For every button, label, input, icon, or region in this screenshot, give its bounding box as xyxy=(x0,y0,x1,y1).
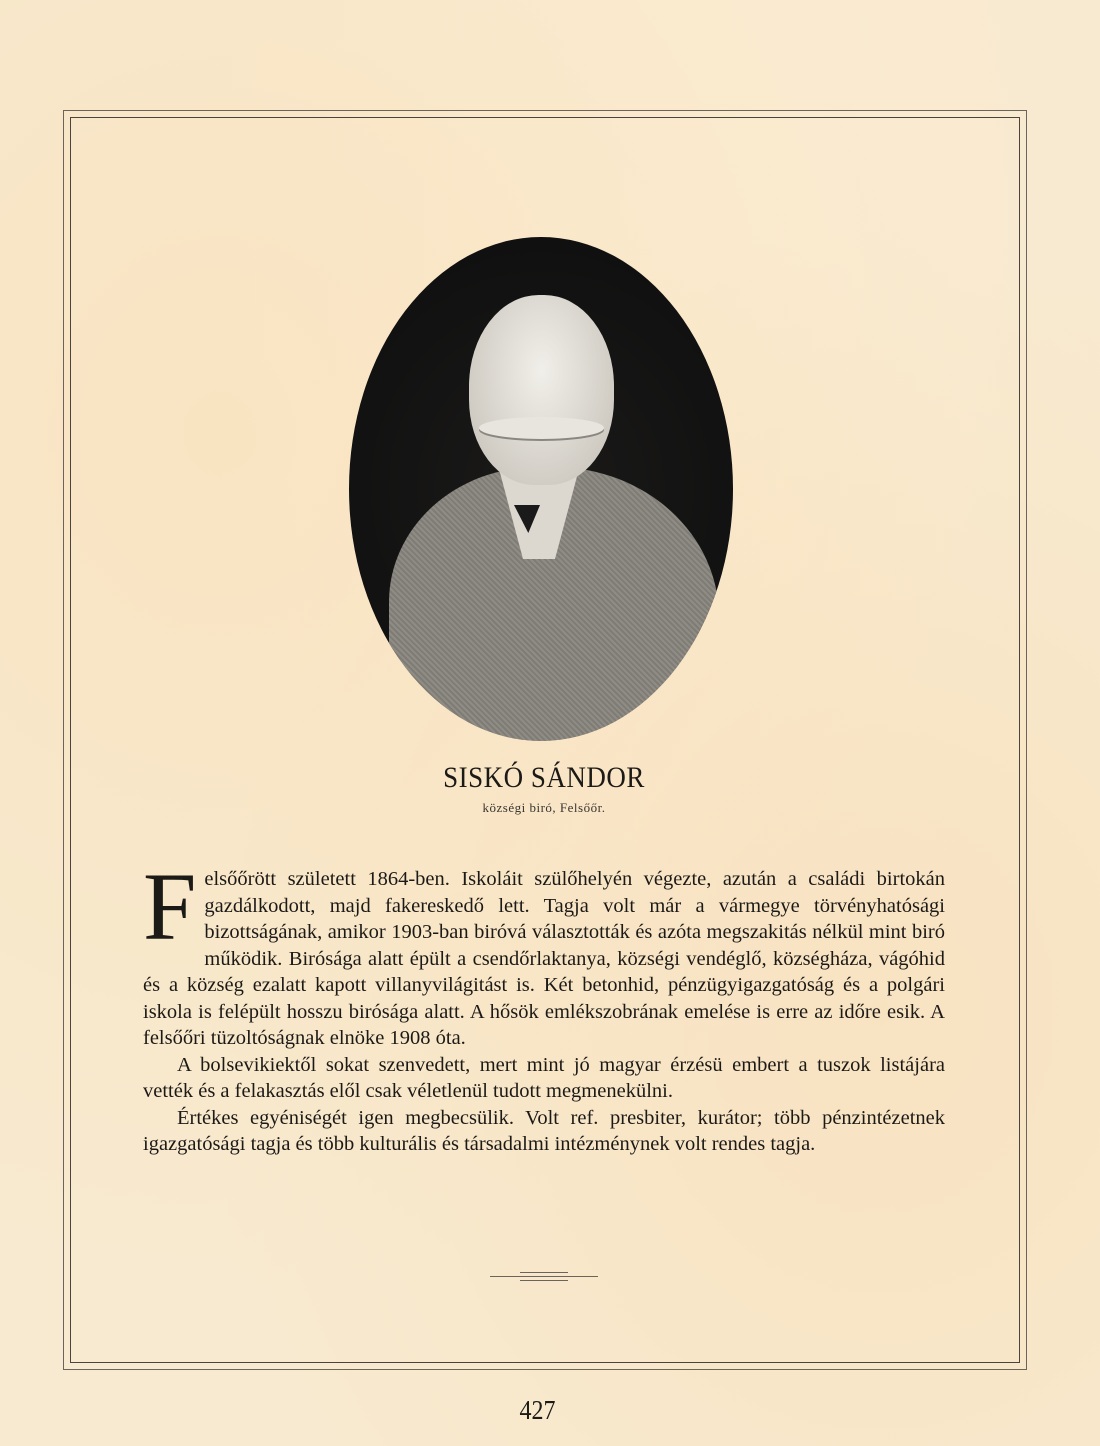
portrait-head xyxy=(469,295,614,485)
paragraph-3: Értékes egyéniségét igen megbecsülik. Volt ref. presbiter, kurátor; több pénzintézetnek igazgatósági tagja és több kulturális és társadalmi intézménynek volt rendes tagja. xyxy=(143,1106,945,1155)
person-role: községi biró, Felsőőr. xyxy=(482,800,606,815)
paragraph-1: Felsőőrött született 1864-ben. Iskoláit szülőhelyén végezte, azután a családi birtokán gazdálkodott, majd fakereskedő lett. Tagja volt már a vármegye törvényhatósági bizottságának, amikor 1903-ban biróvá választották és azóta megszakitás nélkül mint biró működik. Birósága alatt épült a csendőrlaktanya, községi vendéglő, községháza, vágóhid és a község ezalatt kapott villanyvilágitást is. Két betonhid, pénzügyigazgatóság és a polgári iskola is felépült hosszu birósága alatt. A hősök emlékszobrának emelése is erre az időre esik. A felsőőri tüzoltóságnak elnöke 1908 óta. xyxy=(143,853,945,1049)
biography-text xyxy=(143,853,945,1158)
section-end-ornament xyxy=(490,1270,598,1284)
portrait-photo xyxy=(349,237,733,741)
paragraph-2: A bolsevikiektől sokat szenvedett, mert mint jó magyar érzésü embert a tuszok listájára vették és a felakasztás elől csak véletlenül tudott megmenekülni. xyxy=(143,1053,945,1102)
page-number: 427 xyxy=(519,1395,556,1426)
person-name: SISKÓ SÁNDOR xyxy=(443,760,645,794)
portrait-mustache xyxy=(479,417,604,439)
drop-cap: F xyxy=(143,853,197,960)
